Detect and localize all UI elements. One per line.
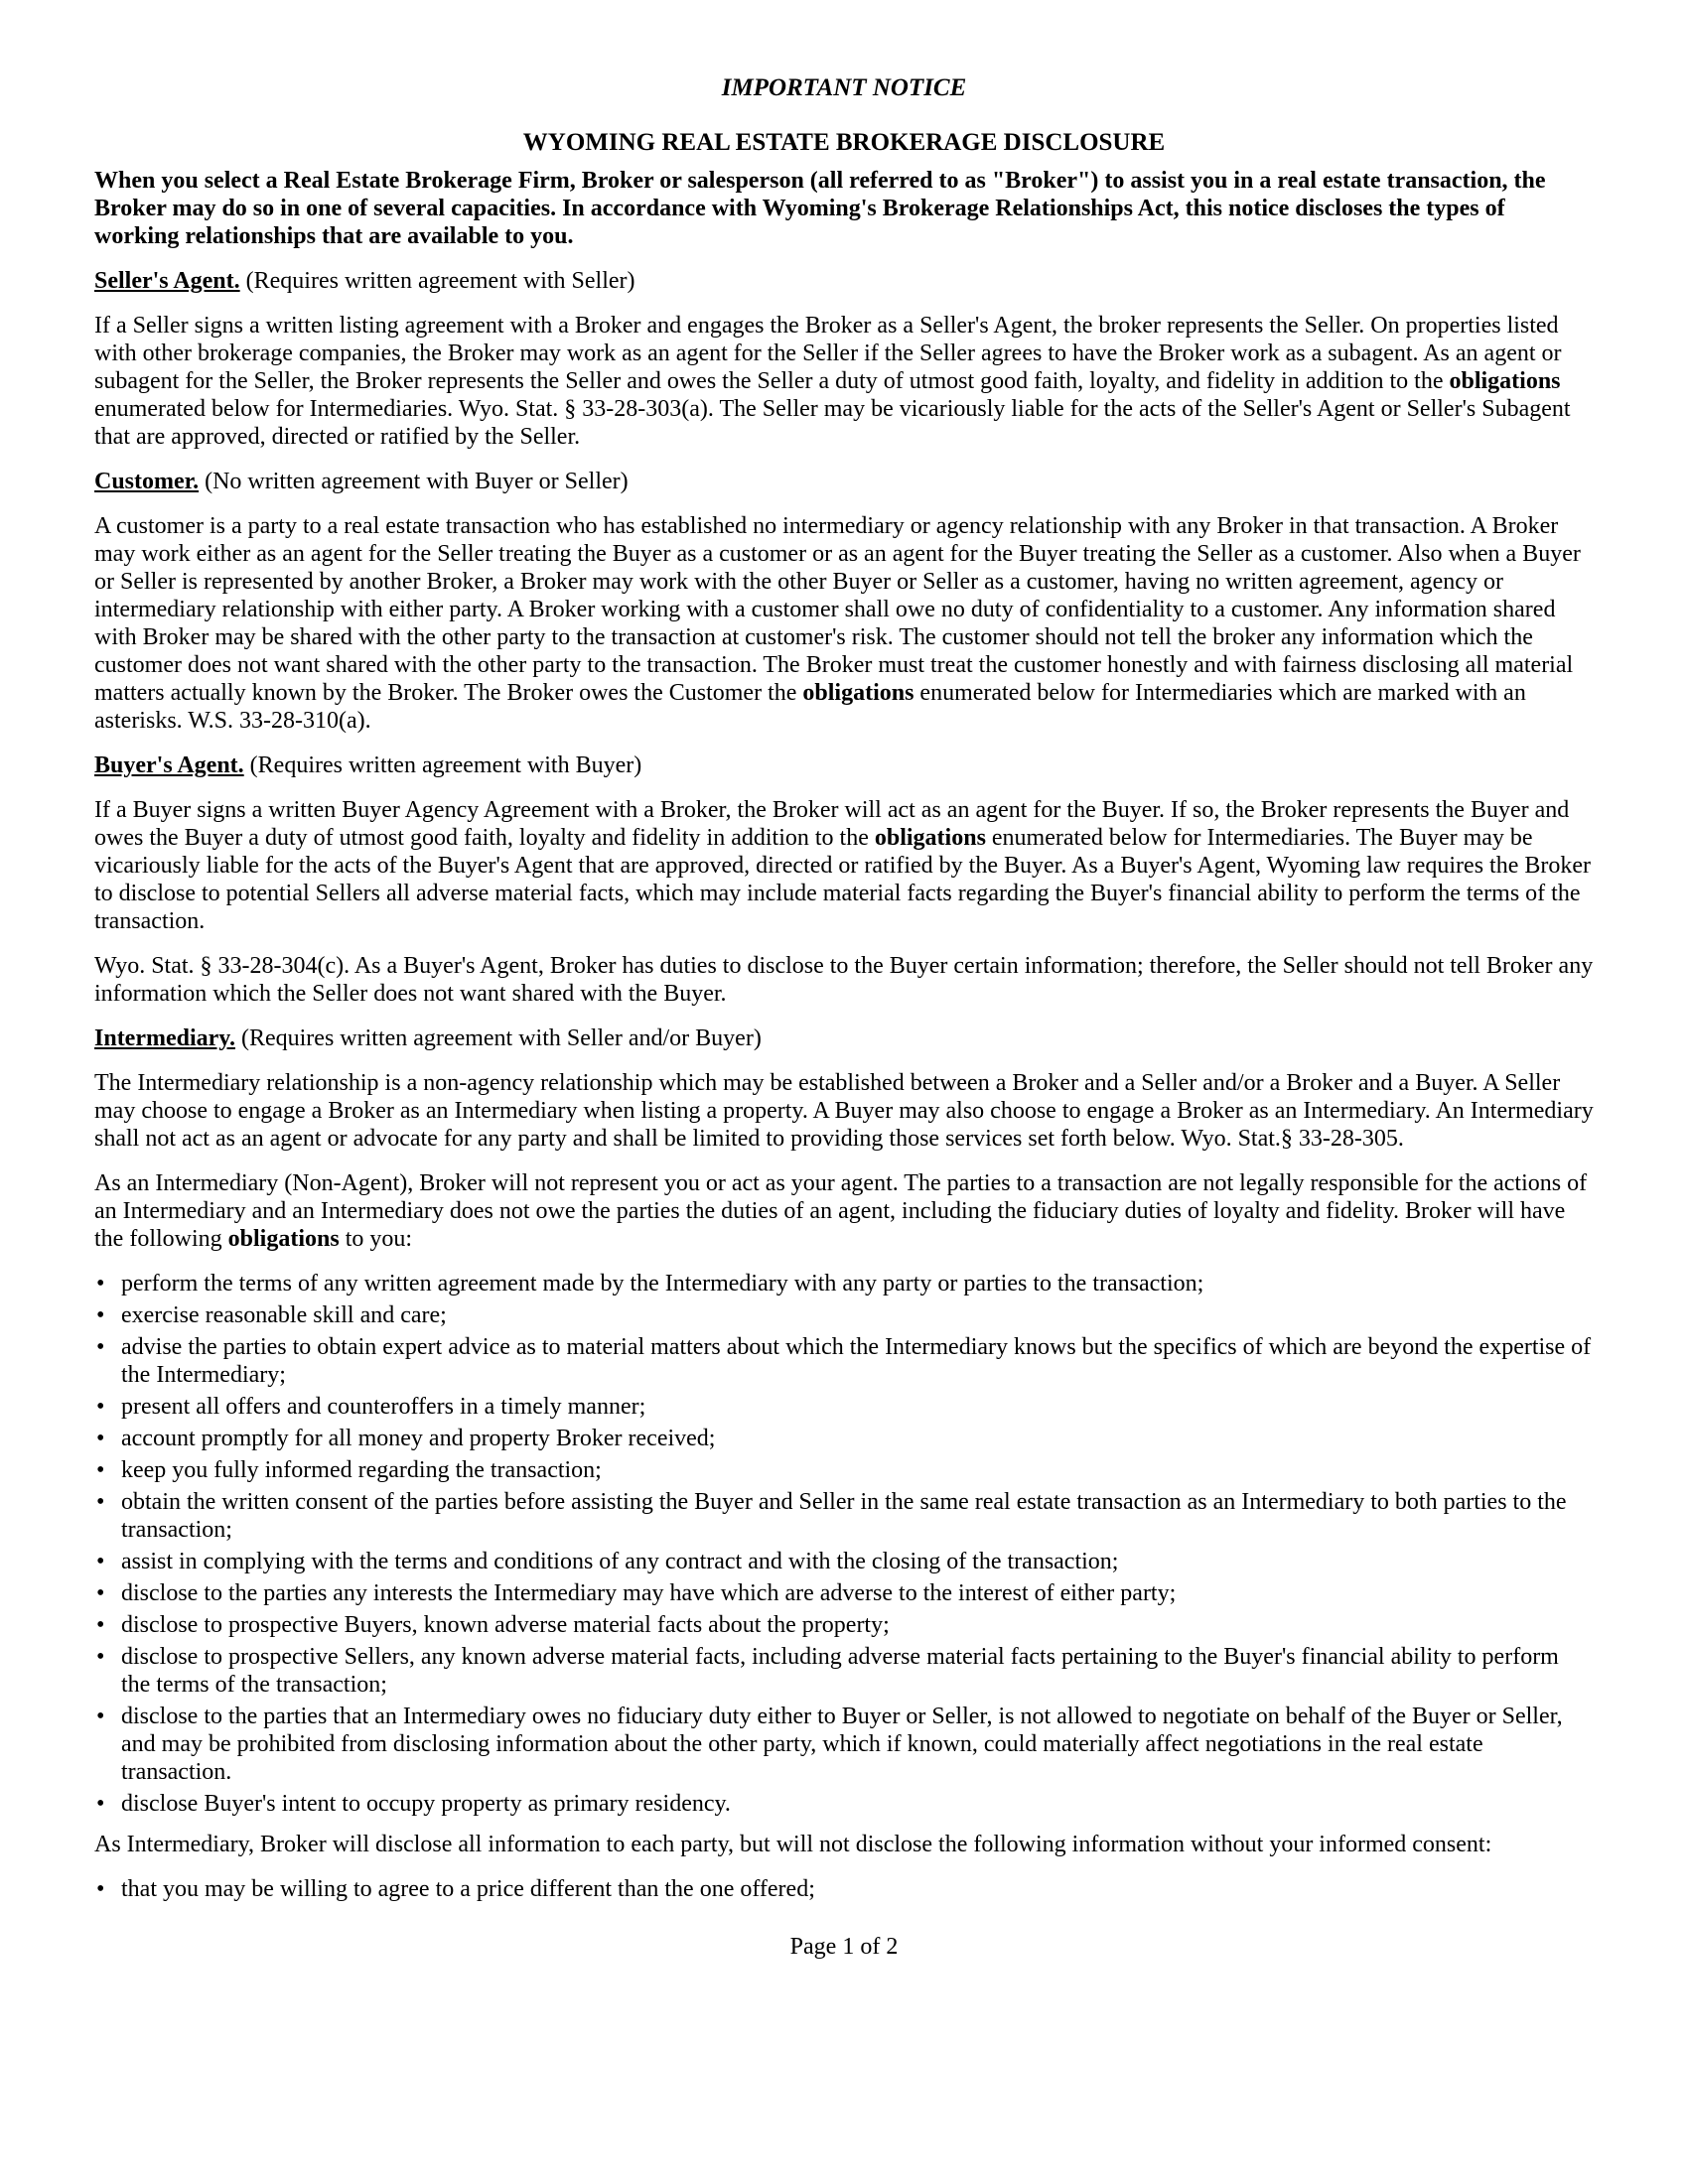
section-sellers-agent xyxy=(94,267,1594,451)
heading-note: (Requires written agreement with Buyer) xyxy=(243,752,642,778)
obligation-item: • disclose to the parties that an Intermediary owes no fiduciary duty either to Buyer or Seller, is not allowed to negotiate on behalf of the Buyer or Seller, and may be prohibited from disclosing information about the other party, which if known, could materially affect negotiations in the real estate transaction. xyxy=(94,1703,1594,1786)
heading-note: (No written agreement with Buyer or Seller) xyxy=(199,469,629,494)
paragraph-text: A customer is a party to a real estate transaction who has established no intermediary or agency relationship with any Broker in that transaction. A Broker may work either as an agent for the Seller treating the Buyer as a customer or as an agent for the Buyer treating the Seller as a customer. Also when a Buyer or Seller is represented by another Broker, a Broker may work with the other Buyer or Seller as a customer, having no written agreement, agency or intermediary relationship with either party. A Broker working with a customer shall owe no duty of confidentiality to a customer. Any information shared with Broker may be shared with the other party to the transaction at customer's risk. The customer should not tell the broker any information which the customer does not want shared with the other party to the transaction. The Broker must treat the customer honestly and with fairness disclosing all material matters actually known by the Broker. The Broker owes the Customer the xyxy=(94,513,1581,706)
paragraph-text: enumerated below for Intermediaries. Wyo. Stat. § 33-28-303(a). The Seller may be vicariously liable for the acts of the Seller's Agent or Seller's Subagent that are approved, directed or ratified by the Seller. xyxy=(94,396,1571,450)
obligation-item: • perform the terms of any written agreement made by the Intermediary with any party or parties to the transaction; xyxy=(94,1270,1594,1297)
paragraph-text: enumerated below for Intermediaries. The Buyer may be vicariously liable for the acts of the Buyer's Agent that are approved, directed or ratified by the Buyer. As a Buyer's Agent, Wyoming law requires the Broker to disclose to potential Sellers all adverse material facts, which may include material facts regarding the Buyer's financial ability to perform the terms of the transaction. xyxy=(94,825,1591,934)
heading-label: Customer. xyxy=(94,469,200,494)
obligation-item: • disclose to prospective Buyers, known adverse material facts about the property; xyxy=(94,1611,1594,1639)
document-subtitle: WYOMING REAL ESTATE BROKERAGE DISCLOSURE xyxy=(522,129,1166,156)
intermediary-paragraph-1: The Intermediary relationship is a non-agency relationship which may be established between a Broker and a Seller and/or a Broker and a Buyer. A Seller may choose to engage a Broker as an Intermediary when listing a property. A Buyer may also choose to engage a Broker as an Intermediary. An Intermediary shall not act as an agent or advocate for any party and shall be limited to providing those services set forth below. Wyo. Stat.§ 33-28-305. xyxy=(94,1070,1594,1152)
paragraph-text: to you: xyxy=(339,1226,413,1252)
obligation-item: • advise the parties to obtain expert advice as to material matters about which the Intermediary knows but the specifics of which are beyond the expertise of the Intermediary; xyxy=(94,1333,1594,1389)
document-title: IMPORTANT NOTICE xyxy=(721,74,967,101)
bold-term: obligations xyxy=(227,1226,340,1252)
consent-list xyxy=(94,1875,1594,1903)
disclosure-intro-paragraph: As Intermediary, Broker will disclose all information to each party, but will not disclose the following information without your informed consent: xyxy=(94,1832,1492,1857)
paragraph-text: As an Intermediary (Non-Agent), Broker will not represent you or act as your agent. The parties to a transaction are not legally responsible for the actions of an Intermediary and an Intermediary does not owe the parties the duties of an agent, including the fiduciary duties of loyalty and fidelity. Broker will have the following xyxy=(94,1170,1588,1252)
obligation-item: • exercise reasonable skill and care; xyxy=(94,1301,1594,1329)
paragraph-text: If a Buyer signs a written Buyer Agency Agreement with a Broker, the Broker will act as an agent for the Buyer. If so, the Broker represents the Buyer and owes the Buyer a duty of utmost good faith, loyalty and fidelity in addition to the xyxy=(94,797,1570,851)
buyers-agent-paragraph-1 xyxy=(94,796,1594,935)
bold-term: obligations xyxy=(874,825,986,851)
customer-paragraph xyxy=(94,512,1594,735)
section-intermediary xyxy=(94,1024,1594,1903)
buyers-agent-heading xyxy=(94,751,1594,779)
bold-term: obligations xyxy=(1449,368,1561,394)
obligation-item: • disclose to the parties any interests the Intermediary may have which are adverse to the interest of either party; xyxy=(94,1579,1594,1607)
heading-label: Buyer's Agent. xyxy=(94,752,244,778)
sellers-agent-paragraph xyxy=(94,312,1594,451)
obligations-list xyxy=(94,1270,1594,1818)
paragraph-text: If a Seller signs a written listing agreement with a Broker and engages the Broker as a Seller's Agent, the broker represents the Seller. On properties listed with other brokerage companies, the Broker may work as an agent for the Seller if the Seller agrees to have the Broker work as a subagent. As an agent or subagent for the Seller, the Broker represents the Seller and owes the Seller a duty of utmost good faith, loyalty, and fidelity in addition to the xyxy=(94,313,1562,394)
obligation-item: • keep you fully informed regarding the transaction; xyxy=(94,1456,1594,1484)
page-number: Page 1 of 2 xyxy=(789,1934,899,1960)
consent-item: • that you may be willing to agree to a price different than the one offered; xyxy=(94,1875,1594,1903)
intermediary-paragraph-2 xyxy=(94,1169,1594,1253)
sellers-agent-heading xyxy=(94,267,1594,295)
section-customer xyxy=(94,468,1594,735)
heading-label: Intermediary. xyxy=(94,1025,235,1051)
obligation-item: • assist in complying with the terms and conditions of any contract and with the closing of the transaction; xyxy=(94,1548,1594,1575)
obligation-item: • disclose Buyer's intent to occupy property as primary residency. xyxy=(94,1790,1594,1818)
obligation-item: • account promptly for all money and property Broker received; xyxy=(94,1425,1594,1452)
buyers-agent-paragraph-2: Wyo. Stat. § 33-28-304(c). As a Buyer's Agent, Broker has duties to disclose to the Buyer certain information; therefore, the Seller should not tell Broker any information which the Seller does not want shared with the Buyer. xyxy=(94,953,1594,1007)
heading-note: (Requires written agreement with Seller and/or Buyer) xyxy=(234,1025,762,1051)
intermediary-heading xyxy=(94,1024,1594,1052)
section-buyers-agent xyxy=(94,751,1594,1008)
obligation-item: • present all offers and counteroffers in a timely manner; xyxy=(94,1393,1594,1421)
obligation-item: • disclose to prospective Sellers, any known adverse material facts, including adverse material facts pertaining to the Buyer's financial ability to perform the terms of the transaction; xyxy=(94,1643,1594,1699)
customer-heading xyxy=(94,468,1594,495)
heading-label: Seller's Agent. xyxy=(94,268,240,294)
paragraph-text: enumerated below for Intermediaries which are marked with an asterisks. W.S. 33-28-310(a). xyxy=(94,680,1526,734)
obligation-item: • obtain the written consent of the parties before assisting the Buyer and Seller in the same real estate transaction as an Intermediary to both parties to the transaction; xyxy=(94,1488,1594,1544)
intro-paragraph: When you select a Real Estate Brokerage Firm, Broker or salesperson (all referred to as "Broker") to assist you in a real estate transaction, the Broker may do so in one of several capacities. In accordance with Wyoming's Brokerage Relationships Act, this notice discloses the types of working relationships that are available to you. xyxy=(94,168,1546,249)
bold-term: obligations xyxy=(802,680,914,706)
heading-note: (Requires written agreement with Seller) xyxy=(239,268,635,294)
